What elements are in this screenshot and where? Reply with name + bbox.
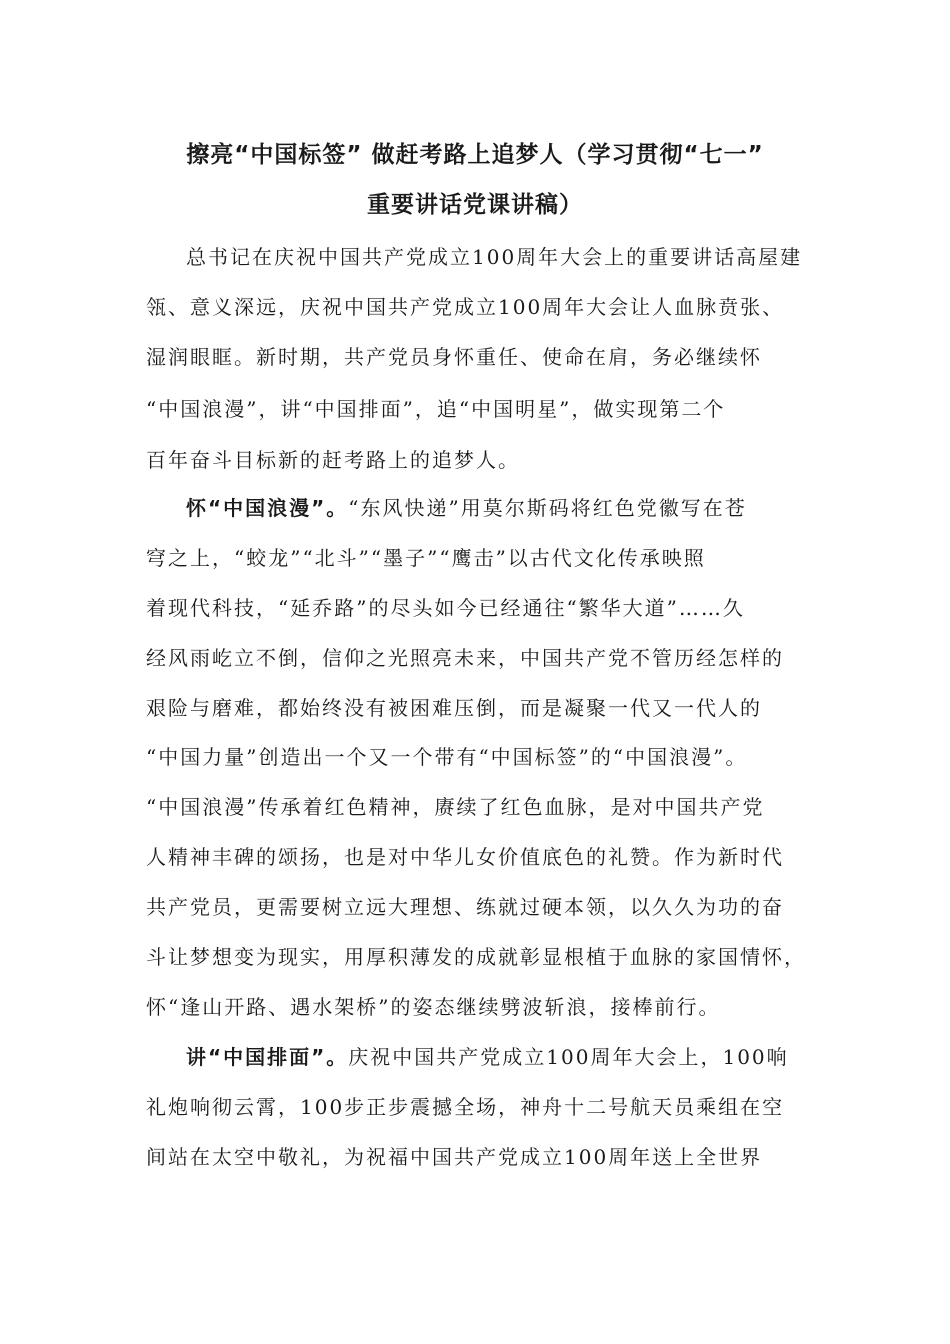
paragraph-2-line-8: 人精神丰碑的颂扬，也是对中华儿女价值底色的礼赞。作为新时代	[146, 845, 784, 869]
paragraph-2-line-10: 斗让梦想变为现实，用厚积薄发的成就彰显根植于血脉的家国情怀，	[146, 945, 806, 969]
paragraph-2-line-6: “中国力量”创造出一个又一个带有“中国标签”的“中国浪漫”。	[146, 745, 748, 769]
paragraph-1-line-4: “中国浪漫”，讲“中国排面”，追“中国明星”，做实现第二个	[146, 397, 726, 421]
paragraph-1-line-3: 湿润眼眶。新时期，共产党员身怀重任、使命在肩，务必继续怀	[146, 345, 762, 369]
paragraph-2-first-text: “东风快递”用莫尔斯码将红色党徽写在苍	[348, 496, 747, 520]
paragraph-2-line-5: 艰险与磨难，都始终没有被困难压倒，而是凝聚一代又一代人的	[146, 696, 762, 720]
paragraph-2-line-11: 怀“逢山开路、遇水架桥”的姿态继续劈波斩浪，接棒前行。	[146, 995, 721, 1019]
paragraph-3-heading: 讲“中国排面”。	[186, 1045, 349, 1069]
paragraph-3-line-3: 间站在太空中敬礼，为祝福中国共产党成立100周年送上全世界	[146, 1145, 763, 1169]
paragraph-2-heading: 怀“中国浪漫”。	[186, 496, 349, 520]
paragraph-1-line-2: 瓴、意义深远，庆祝中国共产党成立100周年大会让人血脉贲张、	[146, 295, 785, 319]
paragraph-2-line-2: 穹之上，“蛟龙”“北斗”“墨子”“鹰击”以古代文化传承映照	[146, 546, 706, 570]
paragraph-3-line-1	[186, 1043, 789, 1071]
paragraph-3-first-text: 庆祝中国共产党成立100周年大会上，100响	[348, 1045, 789, 1069]
paragraph-2-line-1	[186, 494, 747, 522]
paragraph-2-line-3: 着现代科技，“延乔路”的尽头如今已经通往“繁华大道”……久	[146, 596, 745, 620]
paragraph-3-line-2: 礼炮响彻云霄，100步正步震撼全场，神舟十二号航天员乘组在空	[146, 1095, 785, 1119]
paragraph-2-line-9: 共产党员，更需要树立远大理想、练就过硬本领，以久久为功的奋	[146, 895, 784, 919]
paragraph-1-line-5: 百年奋斗目标新的赶考路上的追梦人。	[146, 448, 520, 472]
paragraph-2-line-4: 经风雨屹立不倒，信仰之光照亮未来，中国共产党不管历经怎样的	[146, 646, 784, 670]
paragraph-2-line-7: “中国浪漫”传承着红色精神，赓续了红色血脉，是对中国共产党	[146, 795, 765, 819]
document-title-line2: 重要讲话党课讲稿）	[367, 192, 583, 218]
paragraph-1-line-1: 总书记在庆祝中国共产党成立100周年大会上的重要讲话高屋建	[186, 245, 803, 269]
document-title-line1: 擦亮“中国标签” 做赶考路上追梦人（学习贯彻“七一”	[186, 142, 764, 168]
